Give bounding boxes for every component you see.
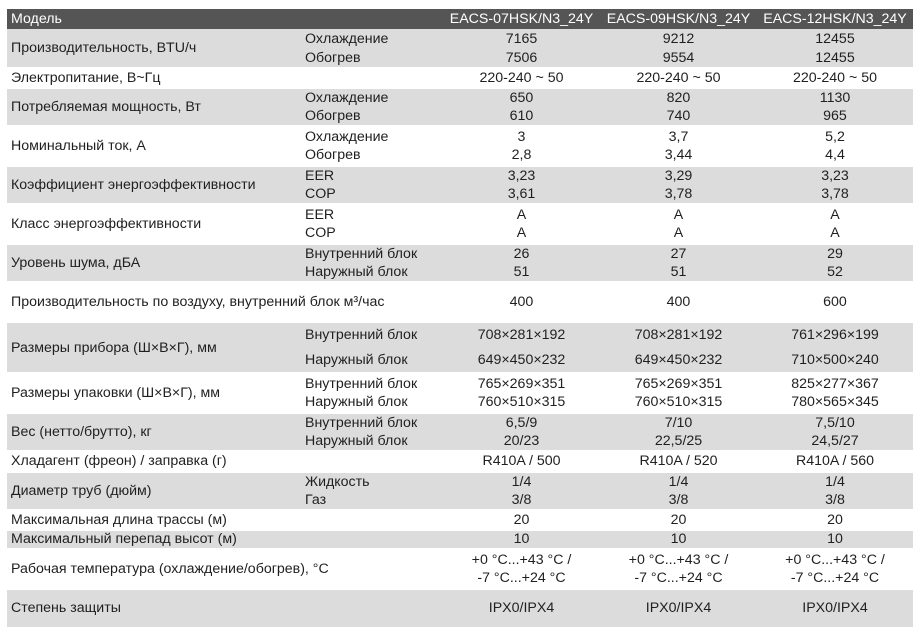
- spec-row: [7, 510, 913, 530]
- sub-label: [303, 588, 443, 627]
- value-model-2: 22,5/25: [600, 432, 757, 452]
- value-model-2: -7 °C...+24 °C: [634, 569, 723, 586]
- value-model-2: 1/4: [600, 471, 757, 491]
- value-model-2: 27: [600, 244, 757, 264]
- value-model-2: 760×510×315: [634, 394, 723, 410]
- value-model-2: 3,78: [600, 185, 757, 205]
- value-model-2: 740: [600, 107, 757, 127]
- value-model-3: 12455: [757, 29, 913, 49]
- value-model-1: 51: [443, 263, 600, 283]
- value-model-2: 3/8: [600, 491, 757, 511]
- spec-row: [7, 29, 913, 49]
- value-model-1: 3,61: [443, 185, 600, 205]
- spec-row: [7, 471, 913, 491]
- value-model-2: 400: [600, 283, 757, 322]
- spec-row: [7, 205, 913, 225]
- value-model-2: IPX0/IPX4: [600, 588, 757, 627]
- value-model-1: 20: [443, 510, 600, 530]
- value-model-2: 51: [600, 263, 757, 283]
- header-model-3: EACS-12HSK/N3_24Y: [757, 9, 913, 29]
- sub-label: [303, 452, 443, 472]
- value-model-1: 610: [443, 107, 600, 127]
- sub-label: Наружный блок: [303, 263, 443, 283]
- spec-row: [7, 68, 913, 88]
- sub-label: Наружный блок: [305, 394, 408, 410]
- value-model-2: 10: [600, 530, 757, 550]
- sub-label: Газ: [303, 491, 443, 511]
- value-model-3: -7 °C...+24 °C: [790, 569, 880, 586]
- value-model-2: 9554: [600, 49, 757, 69]
- value-model-3: 24,5/27: [757, 432, 913, 452]
- sub-label: Охлаждение: [303, 127, 443, 147]
- sub-label: Наружный блок: [303, 348, 443, 374]
- value-model-3: IPX0/IPX4: [757, 588, 913, 627]
- value-model-3: 780×565×345: [791, 394, 879, 410]
- spec-row: [7, 413, 913, 433]
- value-model-1: 1/4: [443, 471, 600, 491]
- value-model-1: 26: [443, 244, 600, 264]
- sub-label: [303, 68, 443, 88]
- value-model-2: 20: [600, 510, 757, 530]
- value-model-3: 825×277×367: [757, 374, 913, 394]
- value-model-1: A: [516, 225, 527, 241]
- sub-label: Обогрев: [303, 49, 443, 69]
- value-model-3: 3,23: [757, 166, 913, 186]
- value-model-3: 1/4: [757, 471, 913, 491]
- param-name: Уровень шума, дБА: [7, 244, 303, 283]
- spec-row: [7, 283, 913, 322]
- sub-label: Внутренний блок: [303, 322, 443, 348]
- sub-label: Внутренний блок: [303, 244, 443, 264]
- param-name: Коэффициент энергоэффективности: [7, 166, 303, 205]
- value-model-3: 52: [757, 263, 913, 283]
- sub-label: Охлаждение: [303, 29, 443, 49]
- value-model-3: 4,4: [825, 147, 845, 163]
- param-name: Производительность по воздуху, внутренний блок м³/час: [7, 283, 303, 322]
- value-model-1: 3/8: [443, 491, 600, 511]
- param-name: Степень защиты: [7, 588, 303, 627]
- sub-label: COP: [303, 185, 443, 205]
- spec-row: [7, 588, 913, 627]
- value-model-3: 3,78: [757, 185, 913, 205]
- sub-label: EER: [303, 205, 443, 225]
- spec-row: [7, 166, 913, 186]
- value-model-2: 3,44: [664, 147, 693, 163]
- value-model-1: IPX0/IPX4: [443, 588, 600, 627]
- value-model-1: 20/23: [443, 432, 600, 452]
- sub-label: Наружный блок: [303, 432, 443, 452]
- value-model-2: 708×281×192: [600, 322, 757, 348]
- value-model-2: 9212: [600, 29, 757, 49]
- sub-label: Жидкость: [303, 471, 443, 491]
- sub-label: [303, 530, 443, 550]
- param-name: Хладагент (фреон) / заправка (г): [7, 452, 303, 472]
- value-model-3: 20: [757, 510, 913, 530]
- sub-label: Охлаждение: [303, 88, 443, 108]
- sub-label: Внутренний блок: [303, 413, 443, 433]
- param-name: Номинальный ток, А: [7, 127, 303, 166]
- value-model-1: 2,8: [511, 147, 532, 163]
- value-model-1: 6,5/9: [443, 413, 600, 433]
- spec-body: [7, 29, 913, 627]
- param-name: Максимальная длина трассы (м): [7, 510, 303, 530]
- value-model-1: A: [443, 205, 600, 225]
- value-model-3: 965: [757, 107, 913, 127]
- header-model-1: EACS-07HSK/N3_24Y: [443, 9, 600, 29]
- value-model-1: 7165: [443, 29, 600, 49]
- value-model-3: 600: [757, 283, 913, 322]
- header-model-label: Модель: [7, 9, 443, 29]
- value-model-1: 3,23: [443, 166, 600, 186]
- value-model-3: R410A / 560: [757, 452, 913, 472]
- value-model-1: 765×269×351: [443, 374, 600, 394]
- spec-table: [7, 9, 913, 627]
- value-model-3: +0 °C...+43 °C /: [757, 549, 913, 569]
- value-model-3: 5,2: [757, 127, 913, 147]
- value-model-1: 220-240 ~ 50: [443, 68, 600, 88]
- spec-row: [7, 374, 913, 394]
- value-model-3: 7,5/10: [757, 413, 913, 433]
- value-model-1: +0 °C...+43 °C /: [443, 549, 600, 569]
- value-model-2: R410A / 520: [600, 452, 757, 472]
- value-model-2: A: [600, 205, 757, 225]
- value-model-1: 650: [443, 88, 600, 108]
- param-name: Электропитание, В~Гц: [7, 68, 303, 88]
- sub-label: Внутренний блок: [303, 374, 443, 394]
- value-model-3: 29: [757, 244, 913, 264]
- value-model-3: A: [830, 225, 840, 241]
- value-model-1: 400: [443, 283, 600, 322]
- value-model-3: 761×296×199: [757, 322, 913, 348]
- value-model-1: 10: [443, 530, 600, 550]
- value-model-1: 708×281×192: [443, 322, 600, 348]
- value-model-2: 765×269×351: [600, 374, 757, 394]
- spec-row: [7, 549, 913, 569]
- param-name: Размеры прибора (Ш×В×Г), мм: [7, 322, 303, 374]
- header-row: [7, 9, 913, 29]
- value-model-2: 3,7: [600, 127, 757, 147]
- spec-row: [7, 530, 913, 550]
- value-model-2: 220-240 ~ 50: [600, 68, 757, 88]
- value-model-1: -7 °C...+24 °C: [477, 569, 566, 586]
- value-model-3: 10: [757, 530, 913, 550]
- value-model-2: A: [673, 225, 684, 241]
- param-name: Размеры упаковки (Ш×В×Г), мм: [7, 374, 303, 413]
- header-model-2: EACS-09HSK/N3_24Y: [600, 9, 757, 29]
- spec-row: [7, 452, 913, 472]
- value-model-1: 7506: [443, 49, 600, 69]
- value-model-3: 710×500×240: [757, 348, 913, 374]
- spec-row: [7, 88, 913, 108]
- value-model-2: 3,29: [600, 166, 757, 186]
- param-name: Класс энергоэффективности: [7, 205, 303, 244]
- value-model-1: 3: [443, 127, 600, 147]
- spec-row: [7, 244, 913, 264]
- sub-label: Обогрев: [305, 147, 361, 163]
- spec-row: [7, 127, 913, 147]
- value-model-1: R410A / 500: [443, 452, 600, 472]
- value-model-2: 649×450×232: [600, 348, 757, 374]
- param-name: Максимальный перепад высот (м): [7, 530, 303, 550]
- param-name: Вес (нетто/брутто), кг: [7, 413, 303, 452]
- sub-label: [303, 510, 443, 530]
- value-model-3: 220-240 ~ 50: [757, 68, 913, 88]
- value-model-2: 7/10: [600, 413, 757, 433]
- value-model-3: A: [757, 205, 913, 225]
- spec-row: [7, 322, 913, 348]
- param-name: Диаметр труб (дюйм): [7, 471, 303, 510]
- value-model-3: 1130: [757, 88, 913, 108]
- value-model-1: 760×510×315: [477, 394, 566, 410]
- sub-label: EER: [303, 166, 443, 186]
- param-name: Производительность, BTU/ч: [7, 29, 303, 68]
- value-model-2: +0 °C...+43 °C /: [600, 549, 757, 569]
- value-model-1: 649×450×232: [443, 348, 600, 374]
- sub-label: COP: [305, 225, 336, 241]
- param-name: Рабочая температура (охлаждение/обогрев), °С: [7, 549, 303, 588]
- value-model-2: 820: [600, 88, 757, 108]
- value-model-3: 12455: [757, 49, 913, 69]
- param-name: Потребляемая мощность, Вт: [7, 88, 303, 127]
- sub-label: Обогрев: [303, 107, 443, 127]
- value-model-3: 3/8: [757, 491, 913, 511]
